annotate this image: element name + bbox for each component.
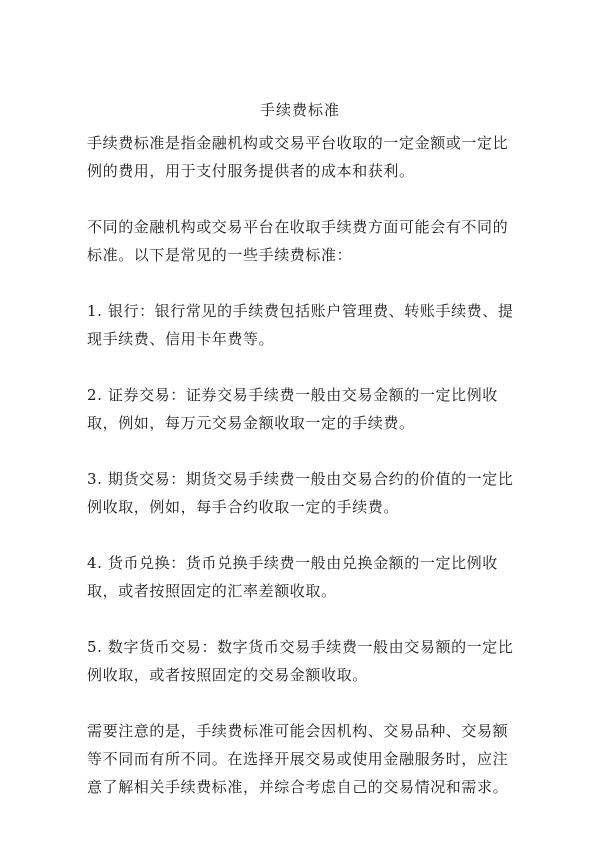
- paragraph-digital-currency: 5. 数字货币交易：数字货币交易手续费一般由交易额的一定比例收取，或者按照固定的交易金额收取。: [87, 638, 514, 684]
- paragraph-note: 需要注意的是，手续费标准可能会因机构、交易品种、交易额等不同而有所不同。在选择开展交易或使用金融服务时，应注意了解相关手续费标准，并综合考虑自己的交易情况和需求。: [87, 722, 509, 796]
- paragraph-overview: 不同的金融机构或交易平台在收取手续费方面可能会有不同的标准。以下是常见的一些手续费标准：: [87, 218, 509, 264]
- document-title: 手续费标准: [259, 101, 340, 119]
- paragraph-futures: 3. 期货交易：期货交易手续费一般由交易合约的价值的一定比例收取，例如，每手合约收取一定的手续费。: [87, 470, 514, 516]
- paragraph-intro: 手续费标准是指金融机构或交易平台收取的一定金额或一定比例的费用，用于支付服务提供者的成本和获利。: [87, 134, 509, 180]
- paragraph-bank: 1. 银行：银行常见的手续费包括账户管理费、转账手续费、提现手续费、信用卡年费等。: [87, 302, 514, 348]
- paragraph-securities: 2. 证券交易：证券交易手续费一般由交易金额的一定比例收取，例如，每万元交易金额收取一定的手续费。: [87, 386, 498, 432]
- paragraph-currency-exchange: 4. 货币兑换：货币兑换手续费一般由兑换金额的一定比例收取，或者按照固定的汇率差额收取。: [87, 554, 498, 600]
- document-body: [87, 129, 523, 829]
